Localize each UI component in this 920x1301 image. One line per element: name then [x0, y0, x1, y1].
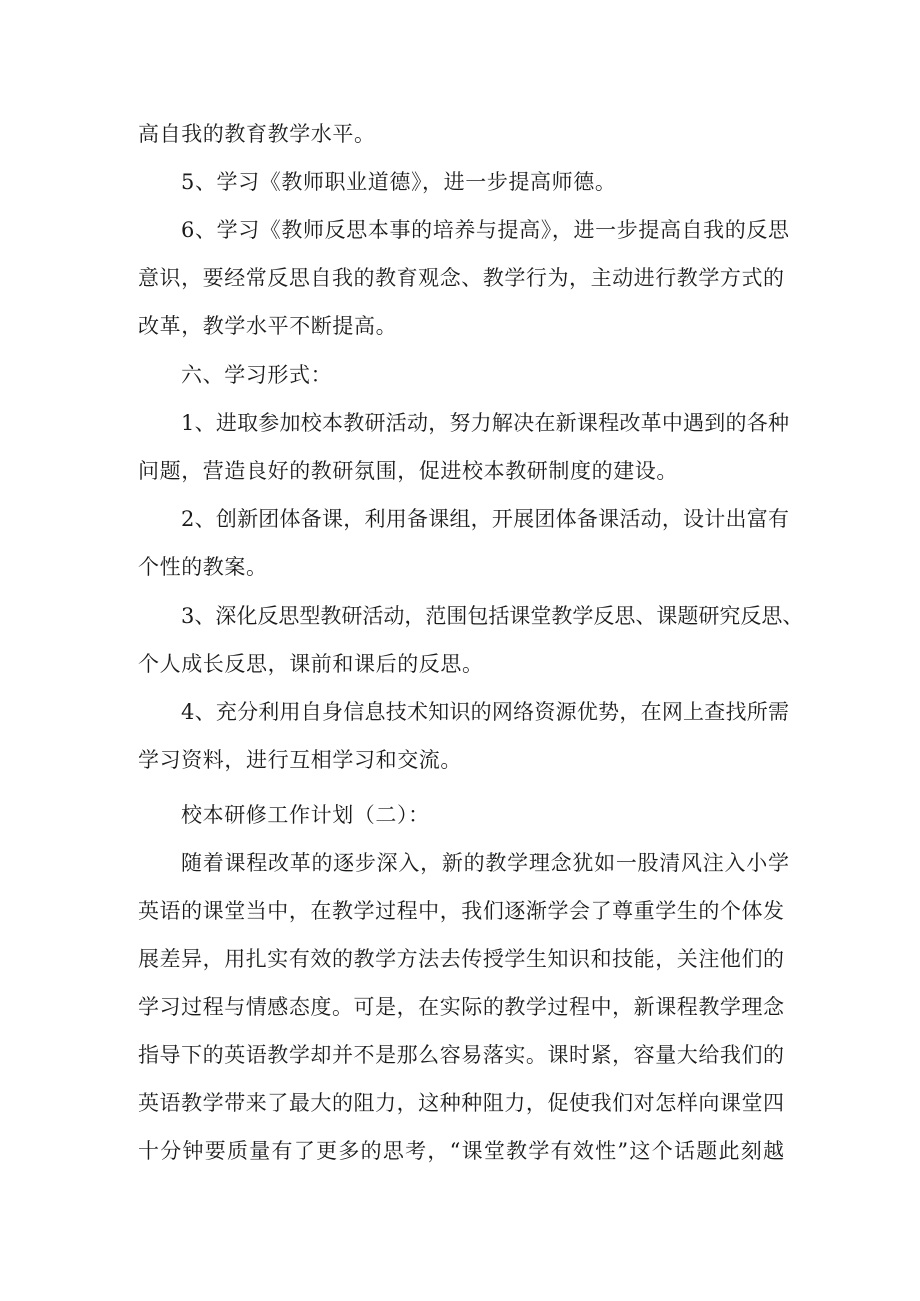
text-line: 指导下的英语教学却并不是那么容易落实。课时紧，容量大给我们的 [138, 1043, 784, 1067]
text-line: 学习过程与情感态度。可是，在实际的教学过程中，新课程教学理念 [138, 995, 784, 1019]
text-line: 5、学习《教师职业道德》，进一步提高师德。 [181, 170, 617, 194]
text-line: 意识，要经常反思自我的教育观念、教学行为，主动进行教学方式的 [138, 266, 784, 290]
text-line: 1、进取参加校本教研活动，努力解决在新课程改革中遇到的各种 [181, 411, 789, 435]
text-line: 个性的教案。 [138, 555, 268, 579]
text-line: 英语教学带来了最大的阻力，这种种阻力，促使我们对怎样向课堂四 [138, 1091, 784, 1115]
text-line: 高自我的教育教学水平。 [138, 122, 376, 146]
text-line: 2、创新团体备课，利用备课组，开展团体备课活动，设计出富有 [181, 507, 789, 531]
text-line: 展差异，用扎实有效的教学方法去传授学生知识和技能，关注他们的 [138, 947, 784, 971]
text-line: 随着课程改革的逐步深入，新的教学理念犹如一股清风注入小学 [181, 851, 789, 875]
text-line: 4、充分利用自身信息技术知识的网络资源优势，在网上查找所需 [181, 700, 789, 724]
text-line: 个人成长反思，课前和课后的反思。 [138, 652, 484, 676]
section-heading: 六、学习形式： [181, 363, 333, 387]
text-line: 6、学习《教师反思本事的培养与提高》，进一步提高自我的反思 [181, 218, 789, 242]
section-heading: 校本研修工作计划（二）： [181, 803, 430, 827]
text-line: 学习资料，进行互相学习和交流。 [138, 748, 462, 772]
text-line: 问题，营造良好的教研氛围，促进校本教研制度的建设。 [138, 459, 678, 483]
text-line: 十分钟要质量有了更多的思考，“课堂教学有效性”这个话题此刻越 [138, 1139, 784, 1163]
text-line: 3、深化反思型教研活动，范围包括课堂教学反思、课题研究反思、 [181, 604, 804, 628]
text-line: 英语的课堂当中，在教学过程中，我们逐渐学会了尊重学生的个体发 [138, 899, 784, 923]
text-line: 改革，教学水平不断提高。 [138, 314, 398, 338]
